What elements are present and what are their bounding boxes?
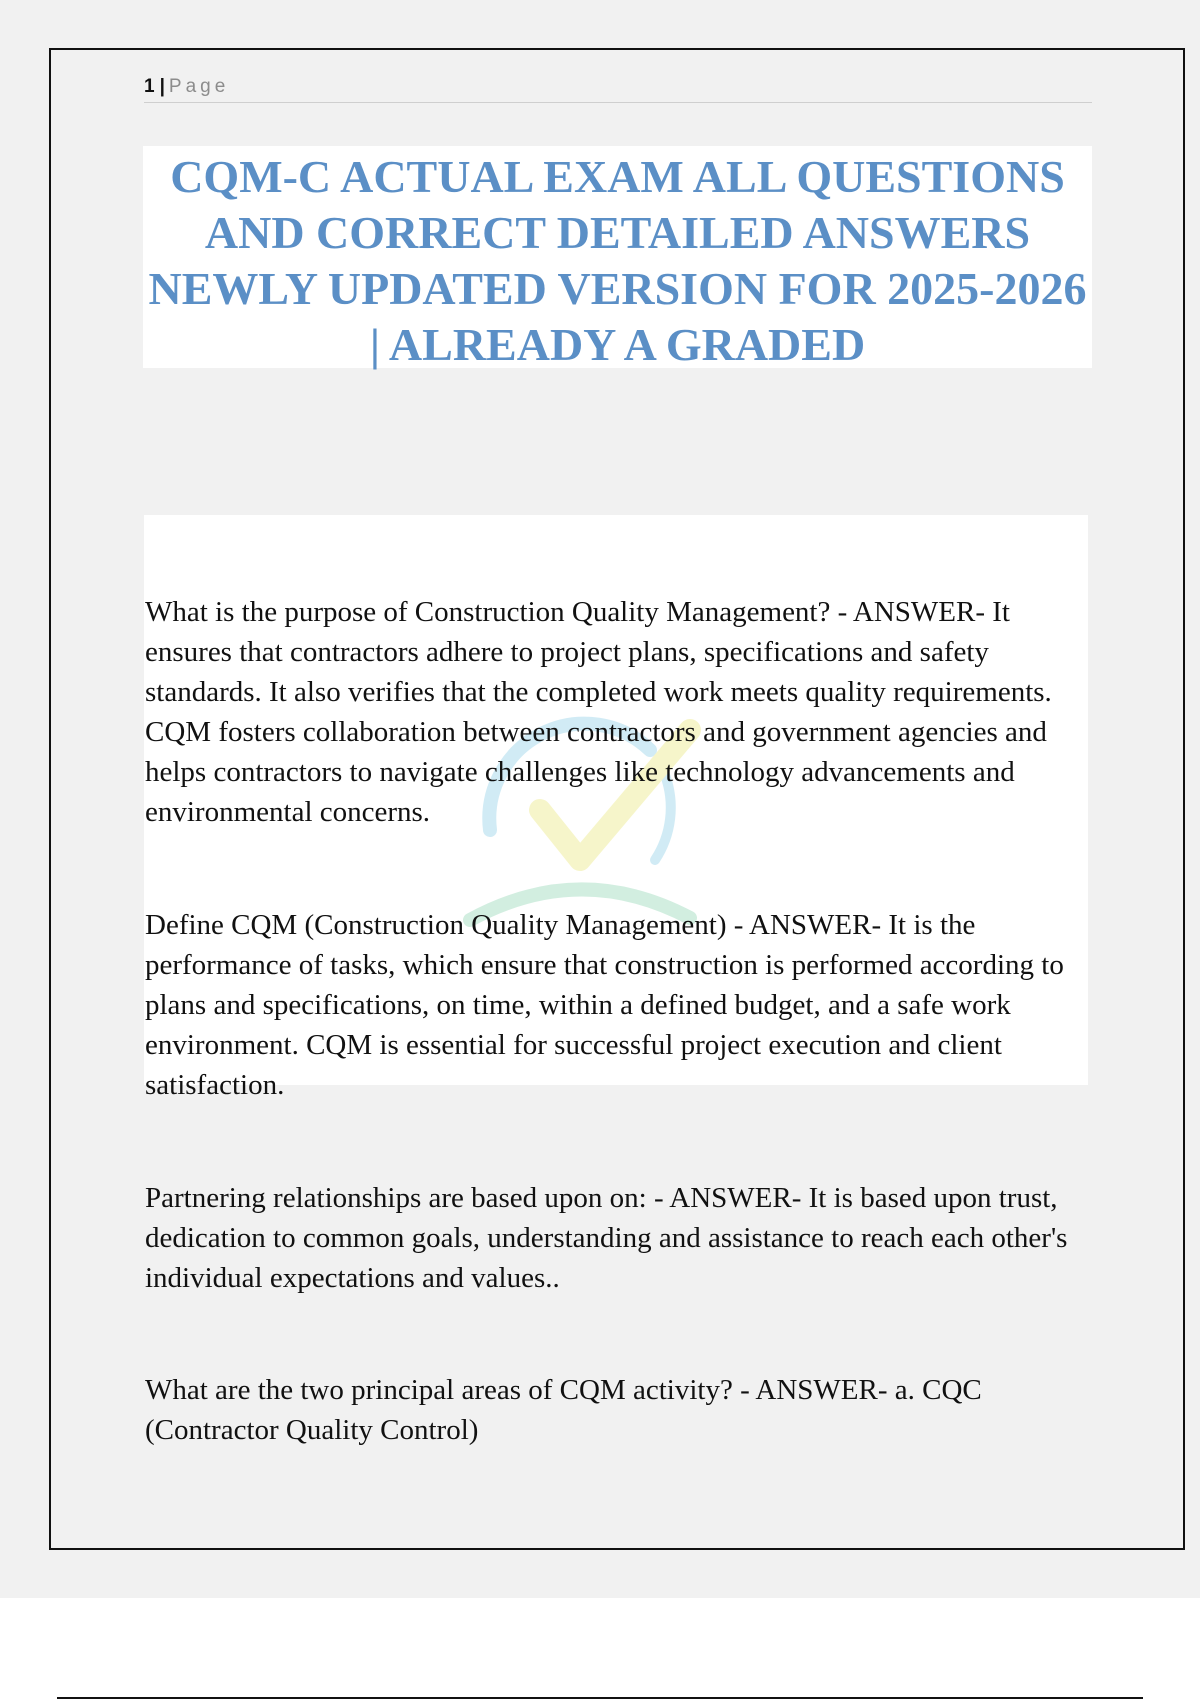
qa-item-purpose: What is the purpose of Construction Quality Management? - ANSWER- It ensures that contractors adhere to project plans, specifications and safety standards. It also verifies that the completed work meets quality requirements. CQM fosters collaboration between contractors and government agencies and helps contractors to navigate challenges like technology advancements and environmental concerns. (145, 596, 1052, 828)
title-box (143, 146, 1092, 368)
footer-rule (57, 1697, 1143, 1699)
qa-item-define-cqm: Define CQM (Construction Quality Management) - ANSWER- It is the performance of tasks, which ensure that construction is performed according to plans and specifications, on time, within a defined budget, and a safe work environment. CQM is essential for successful project execution and client satisfaction. (145, 909, 1064, 1101)
page-number: 1 (144, 76, 155, 97)
page-header (144, 74, 1092, 103)
document-title: CQM-C ACTUAL EXAM ALL QUESTIONS AND CORRECT DETAILED ANSWERS NEWLY UPDATED VERSION FOR 2025-2026 | ALREADY A GRADED (148, 151, 1087, 370)
page-label: Page (168, 76, 230, 97)
page-number-separator: | (159, 76, 165, 97)
qa-item-partnering: Partnering relationships are based upon on: - ANSWER- It is based upon trust, dedication to common goals, understanding and assistance to reach each other's individual expectations and values.. (145, 1182, 1068, 1294)
qa-item-principal-areas: What are the two principal areas of CQM activity? - ANSWER- a. CQC (Contractor Quality Control) (145, 1374, 982, 1446)
